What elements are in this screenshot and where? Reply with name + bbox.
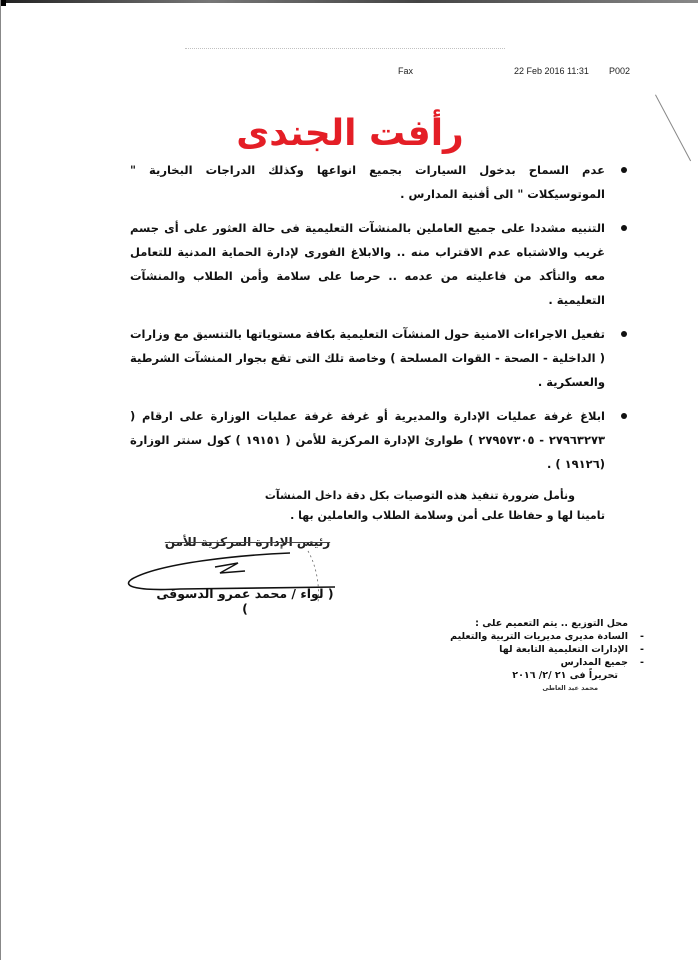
scan-diagonal-mark (655, 95, 691, 162)
distribution-item-text: جميع المدارس (560, 657, 628, 668)
scan-top-edge (0, 0, 698, 3)
bullet-icon (621, 413, 627, 419)
bullet-item (130, 322, 605, 394)
distribution-item-text: الإدارات التعليمية التابعة لها (499, 644, 628, 655)
fax-page-number: P002 (609, 66, 631, 76)
bullet-icon (621, 167, 627, 173)
bullet-icon (621, 225, 627, 231)
bullet-text: تفعيل الاجراءات الامنية حول المنشآت التعليمية بكافة مستوياتها بالتنسيق مع وزارات ( الداخلية - الصحة - القوات المسلحة ) وخاصة تلك التى تقع بجوار المنشآت الشرطية والعسكرية . (130, 327, 605, 389)
closing-line: تامينا لها و حفاظا على أمن وسلامة الطلاب والعاملين بها . (290, 509, 605, 522)
distribution-block (450, 617, 644, 695)
issue-date: تحريراً فى ٢١ /٢/ ٢٠١٦ (512, 670, 618, 681)
scan-noise-line (185, 48, 505, 51)
typist-name: محمد عبد العاطى (542, 684, 598, 692)
signature-title: رئيس الإدارة المركزية للأمن (164, 535, 331, 549)
dash-icon: - (640, 657, 644, 668)
closing-paragraph (130, 486, 605, 526)
scan-left-edge (0, 0, 1, 960)
document-body (130, 158, 605, 486)
distribution-item (450, 656, 644, 669)
signatory-name: ( لواء / محمد عمرو الدسوقى ) (156, 586, 334, 616)
bullet-item (130, 404, 605, 476)
distribution-item-text: السادة مديرى مديريات التربية والتعليم (450, 631, 628, 642)
dash-icon: - (640, 644, 644, 655)
fax-datetime: 22 Feb 2016 11:31 (514, 66, 589, 76)
bullet-text: التنبيه مشددا على جميع العاملين بالمنشآت التعليمية فى حالة العثور على أى جسم غريب والاشتباه عدم الاقتراب منه .. والابلاغ الفورى لإدارة الحماية المدنية للتعامل معه والتأكد من فاعليته من عدمه .. حرصا على سلامة وأمن الطلاب والمنشآت التعليمية . (130, 221, 605, 307)
bullet-text: عدم السماح بدخول السيارات بجميع انواعها وكذلك الدراجات البخارية " الموتوسيكلات " الى أفنية المدارس . (130, 163, 605, 201)
distribution-item (450, 630, 644, 643)
fax-label: Fax (398, 66, 414, 76)
distribution-item (450, 643, 644, 656)
bullet-item (130, 216, 605, 312)
closing-line: ونأمل ضرورة تنفيذ هذه التوصيات بكل دقة داخل المنشآت (264, 489, 575, 502)
bullet-item (130, 158, 605, 206)
bullet-text: ابلاغ غرفة عمليات الإدارة والمديرية أو غرفة غرفة عمليات الوزارة على ارقام ( ٢٧٩٦٣٢٧٣ - ٢٧٩٥٧٣٠٥ ) طوارئ الإدارة المركزية للأمن ( ١٩١٥١ ) كول سنتر الوزارة (١٩١٢٦ ) . (130, 409, 605, 471)
red-name-stamp: رأفت الجندى (236, 113, 464, 154)
dash-icon: - (640, 631, 644, 642)
distribution-heading: محل التوزيع .. يتم التعميم على : (475, 618, 628, 629)
bullet-icon (621, 331, 627, 337)
